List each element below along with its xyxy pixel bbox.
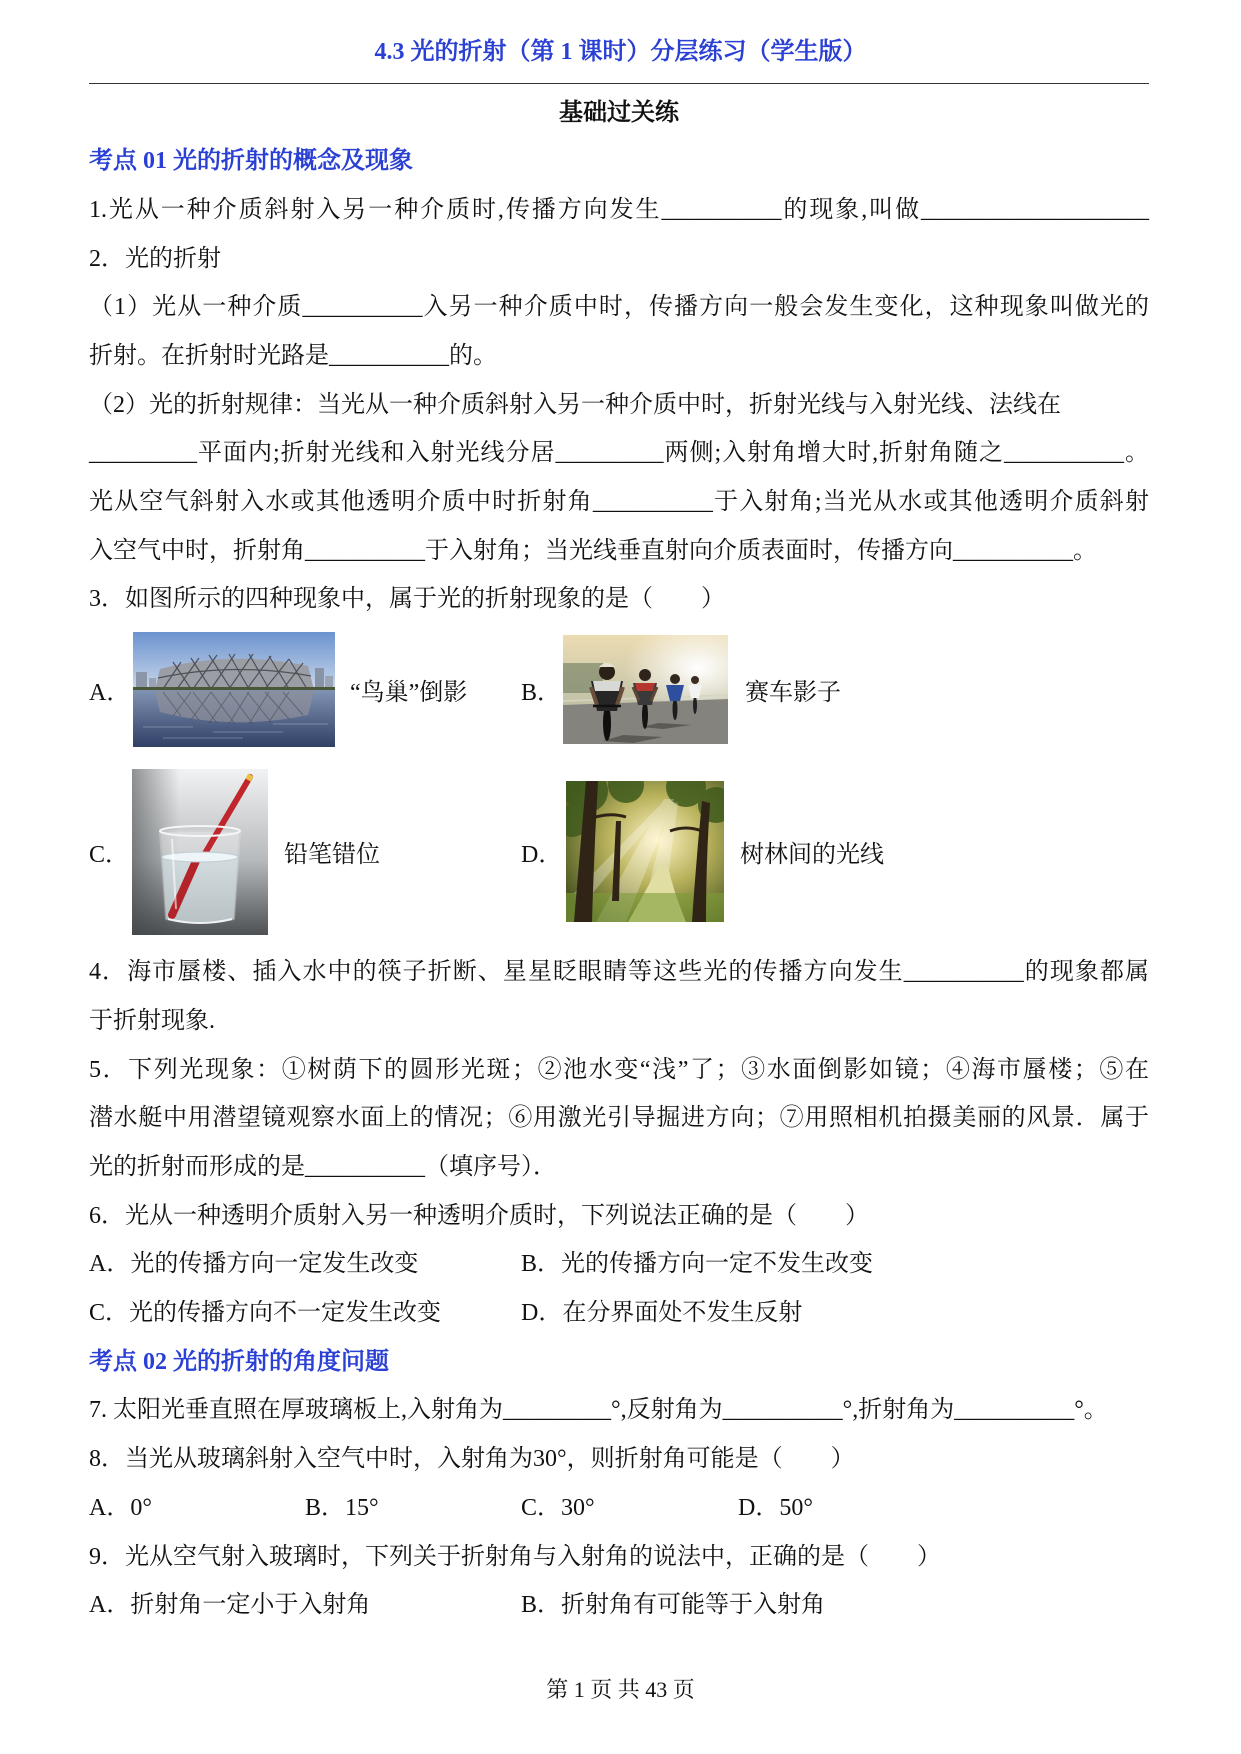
pencil-in-water-image [132, 769, 268, 935]
question-8-option-a: A．0° [89, 1494, 152, 1521]
option-a-image [133, 624, 335, 755]
option-d-label: D． [521, 842, 563, 869]
question-1-line-1: 1.光从一种介质斜射入另一种介质时,传播方向发生__________的现象,叫做___________________ [89, 196, 1149, 223]
forest-light-rays-image [566, 781, 724, 922]
question-6-option-d: D．在分界面处不发生反射 [521, 1300, 803, 1327]
question-9-option-a: A．折射角一定小于入射角 [89, 1592, 371, 1619]
question-2-line-3: 折射。在折射时光路是__________的。 [89, 343, 497, 370]
option-c-label: C． [89, 842, 130, 869]
cyclists-shadow-image [563, 635, 728, 744]
option-d-image [566, 755, 724, 948]
topic-heading-02: 考点 02 光的折射的角度问题 [89, 1348, 389, 1375]
question-4-line-1: 4．海市蜃楼、插入水中的筷子折断、星星眨眼睛等这些光的传播方向发生__________的现象都属 [89, 959, 1149, 986]
question-6-option-a: A．光的传播方向一定发生改变 [89, 1251, 419, 1278]
question-2-stem: 2．光的折射 [89, 245, 221, 272]
question-8-stem: 8．当光从玻璃斜射入空气中时，入射角为30°，则折射角可能是（ ） [89, 1446, 855, 1473]
worksheet-content [89, 89, 1149, 1630]
question-7-stem: 7. 太阳光垂直照在厚玻璃板上,入射角为_________°,反射角为__________°,折射角为__________°。 [89, 1397, 1108, 1424]
question-2-line-6: 光从空气斜射入水或其他透明介质中时折射角__________于入射角;当光从水或其他透明介质斜射 [89, 489, 1149, 516]
question-6-option-row-cd [89, 1289, 1149, 1338]
question-8-option-row [89, 1484, 1149, 1533]
question-6-option-row-ab [89, 1240, 1149, 1289]
section-title: 基础过关练 [559, 99, 679, 126]
page-title: 4.3 光的折射（第 1 课时）分层练习（学生版） [374, 39, 867, 65]
question-6-option-b: B．光的传播方向一定不发生改变 [521, 1251, 874, 1278]
option-c-caption: 铅笔错位 [284, 842, 380, 869]
option-c-image [132, 755, 268, 948]
option-d-caption: 树林间的光线 [740, 842, 884, 869]
question-8-option-b: B．15° [305, 1494, 379, 1521]
question-4-line-2: 于折射现象. [89, 1007, 215, 1034]
question-5-line-2: 潜水艇中用潜望镜观察水面上的情况；⑥用激光引导掘进方向；⑦用照相机拍摄美丽的风景．属于 [89, 1105, 1149, 1132]
question-9-stem: 9．光从空气射入玻璃时，下列关于折射角与入射角的说法中，正确的是（ ） [89, 1543, 941, 1570]
question-2-line-2: （1）光从一种介质__________入另一种介质中时，传播方向一般会发生变化，这种现象叫做光的 [89, 294, 1149, 321]
bird-nest-reflection-image [133, 632, 335, 747]
question-8-option-d: D．50° [738, 1494, 813, 1521]
question-9-option-b: B．折射角有可能等于入射角 [521, 1592, 826, 1619]
question-2-line-7: 入空气中时，折射角__________于入射角；当光线垂直射向介质表面时，传播方向__________。 [89, 537, 1097, 564]
option-b-label: B． [521, 680, 562, 707]
question-3-option-row-ab [89, 624, 1149, 755]
question-2-line-5: _________平面内;折射光线和入射光线分居_________两侧;入射角增大时,折射角随之__________。 [89, 440, 1149, 467]
option-a-label: A． [89, 680, 131, 707]
page-footer: 第 1 页 共 43 页 [546, 1677, 695, 1702]
option-b-caption: 赛车影子 [745, 680, 841, 707]
topic-heading-01: 考点 01 光的折射的概念及现象 [89, 148, 413, 175]
option-b-image [563, 624, 728, 755]
question-6-option-c: C．光的传播方向不一定发生改变 [89, 1300, 442, 1327]
question-9-option-row [89, 1581, 1149, 1630]
header-divider [89, 83, 1149, 84]
question-6-stem: 6．光从一种透明介质射入另一种透明介质时，下列说法正确的是（ ） [89, 1202, 869, 1229]
question-8-option-c: C．30° [521, 1494, 595, 1521]
question-5-line-1: 5．下列光现象：①树荫下的圆形光斑；②池水变“浅”了；③水面倒影如镜；④海市蜃楼；⑤在 [89, 1056, 1149, 1083]
option-a-caption: “鸟巢”倒影 [350, 680, 468, 707]
question-3-option-row-cd [89, 755, 1149, 948]
question-2-line-4: （2）光的折射规律：当光从一种介质斜射入另一种介质中时，折射光线与入射光线、法线在 [89, 391, 1061, 418]
question-5-line-3: 光的折射而形成的是__________（填序号）． [89, 1154, 557, 1180]
question-3-stem: 3．如图所示的四种现象中，属于光的折射现象的是（ ） [89, 586, 725, 613]
